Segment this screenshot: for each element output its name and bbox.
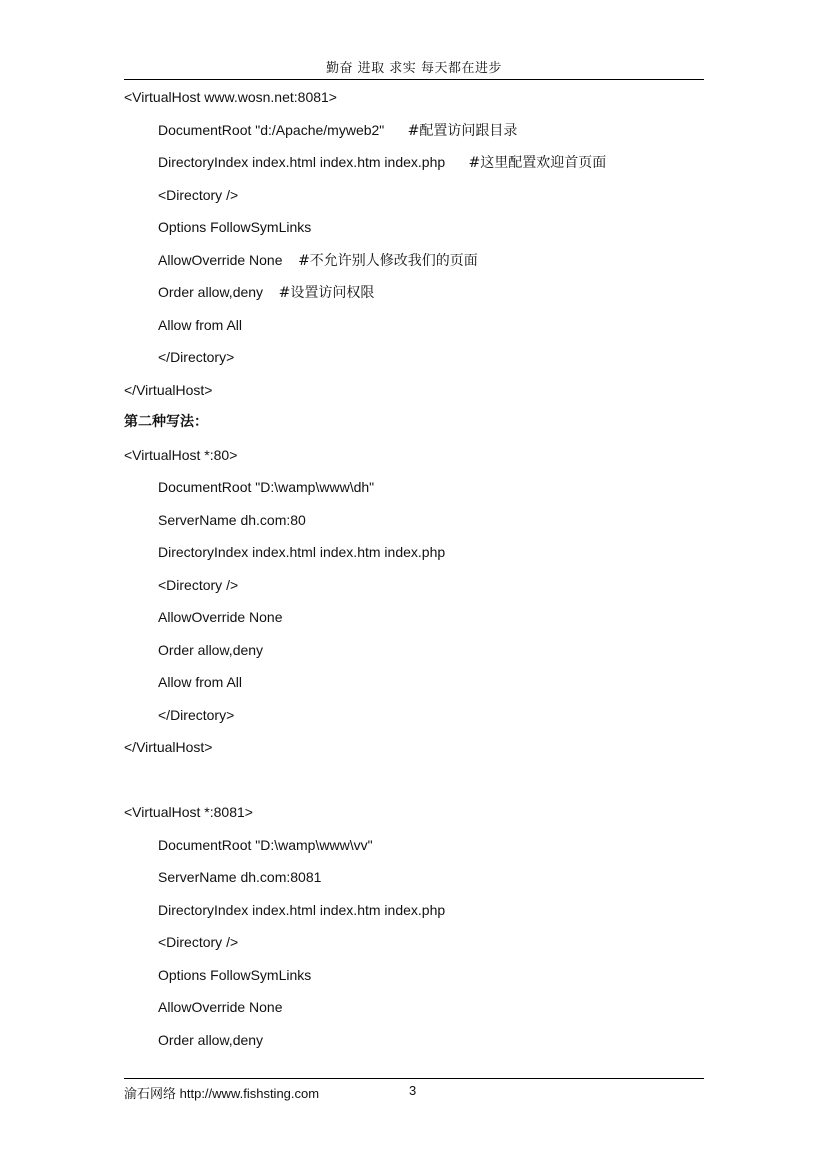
code-text: </VirtualHost> bbox=[124, 739, 213, 755]
code-text: <Directory /> bbox=[158, 934, 239, 950]
code-comment: #设置访问权限 bbox=[278, 285, 375, 301]
code-line bbox=[124, 575, 724, 608]
code-line bbox=[124, 607, 724, 640]
code-line bbox=[124, 640, 724, 673]
code-line bbox=[124, 152, 724, 185]
footer-company: 渝石网络 bbox=[124, 1087, 177, 1102]
code-text: DocumentRoot "d:/Apache/myweb2" bbox=[158, 121, 408, 138]
code-text: ServerName dh.com:8081 bbox=[158, 869, 322, 885]
page-header: 勤奋 进取 求实 每天都在进步 bbox=[326, 61, 502, 76]
code-line bbox=[124, 477, 724, 510]
code-text: <VirtualHost *:80> bbox=[124, 446, 238, 463]
code-line bbox=[124, 802, 724, 835]
code-line bbox=[124, 900, 724, 933]
code-line bbox=[124, 705, 724, 738]
code-text: Order allow,deny bbox=[158, 284, 279, 300]
footer-divider bbox=[124, 1078, 704, 1079]
code-line bbox=[124, 217, 724, 250]
footer-url[interactable]: http://www.fishsting.com bbox=[179, 1086, 320, 1101]
code-text: <Directory /> bbox=[158, 576, 239, 593]
code-line bbox=[124, 1030, 724, 1063]
code-line bbox=[124, 672, 724, 705]
code-text: Order allow,deny bbox=[158, 1031, 264, 1048]
code-text: Order allow,deny bbox=[158, 641, 264, 658]
code-text: </Directory> bbox=[158, 706, 235, 723]
code-line bbox=[124, 315, 724, 348]
code-text: </Directory> bbox=[158, 349, 235, 365]
code-comment: #配置访问跟目录 bbox=[407, 122, 518, 139]
code-text: Options FollowSymLinks bbox=[158, 219, 312, 235]
code-text: </VirtualHost> bbox=[124, 381, 213, 398]
section-heading-text: 第二种写法： bbox=[124, 414, 208, 430]
code-text: Allow from All bbox=[158, 674, 243, 690]
code-comment: #这里配置欢迎首页面 bbox=[468, 155, 607, 171]
header-divider bbox=[124, 79, 704, 80]
code-line bbox=[124, 380, 724, 413]
code-line bbox=[124, 445, 724, 478]
page-number: 3 bbox=[409, 1083, 417, 1098]
code-text: AllowOverride None bbox=[158, 251, 299, 268]
blank-line bbox=[124, 770, 724, 803]
page-footer bbox=[124, 1083, 704, 1103]
code-line bbox=[124, 737, 724, 770]
code-text: Options FollowSymLinks bbox=[158, 966, 312, 983]
code-line bbox=[124, 510, 724, 543]
code-text: ServerName dh.com:80 bbox=[158, 511, 306, 528]
code-line bbox=[124, 997, 724, 1030]
section-heading bbox=[124, 412, 724, 445]
code-text: DocumentRoot "D:\wamp\www\dh" bbox=[158, 479, 375, 495]
code-text: Allow from All bbox=[158, 316, 243, 333]
code-text: DocumentRoot "D:\wamp\www\vv" bbox=[158, 836, 373, 853]
code-line bbox=[124, 867, 724, 900]
code-line bbox=[124, 542, 724, 575]
code-text: <Directory /> bbox=[158, 186, 239, 203]
code-text: <VirtualHost *:8081> bbox=[124, 804, 253, 820]
code-line bbox=[124, 282, 724, 315]
code-line bbox=[124, 965, 724, 998]
code-text: AllowOverride None bbox=[158, 999, 283, 1015]
code-text: DirectoryIndex index.html index.htm index.php bbox=[158, 544, 446, 560]
code-text: DirectoryIndex index.html index.htm index.php bbox=[158, 901, 446, 918]
code-comment: #不允许别人修改我们的页面 bbox=[298, 252, 478, 269]
code-text: AllowOverride None bbox=[158, 609, 283, 625]
document-body bbox=[124, 87, 724, 1062]
code-line bbox=[124, 932, 724, 965]
code-line bbox=[124, 87, 724, 120]
code-text: <VirtualHost www.wosn.net:8081> bbox=[124, 89, 337, 105]
code-text: DirectoryIndex index.html index.htm index.php bbox=[158, 154, 469, 170]
code-line bbox=[124, 185, 724, 218]
code-line bbox=[124, 835, 724, 868]
code-line bbox=[124, 250, 724, 283]
code-line bbox=[124, 120, 724, 153]
code-line bbox=[124, 347, 724, 380]
